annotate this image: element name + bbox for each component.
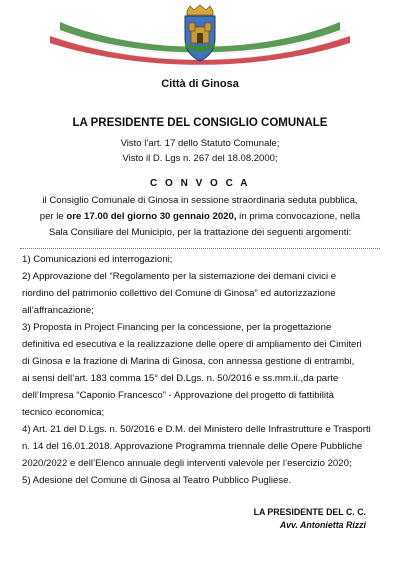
- agenda-line: 2020/2022 e dell’Elenco annuale degli interventi valevole per l’esercizio 2020;: [22, 458, 352, 469]
- agenda-line: tecnico economica;: [22, 407, 105, 418]
- intro-text: per le: [39, 211, 67, 222]
- intro-line: Sala Consiliare del Municipio, per la trattazione dei seguenti argomenti:: [48, 227, 352, 238]
- signature-role: LA PRESIDENTE DEL C. C.: [253, 507, 366, 517]
- intro-line: il Consiglio Comunale di Ginosa in sessione straordinaria seduta pubblica,: [42, 195, 358, 206]
- signature-name: Avv. Antonietta Rizzi: [279, 520, 366, 530]
- agenda-line: dell’Impresa “Caponio Francesco” - Approvazione del progetto di fattibilità: [22, 390, 334, 401]
- agenda-line: definitiva ed esecutiva e la realizzazione delle opere di ampliamento dei Cimiteri: [22, 339, 362, 350]
- divider: [20, 248, 380, 249]
- agenda-line: 4) Art. 21 del D.Lgs. n. 50/2016 e D.M. del Ministero delle Infrastrutture e Trasporti: [22, 424, 371, 435]
- coat-of-arms-icon: [177, 3, 223, 63]
- agenda-line: ai sensi dell’art. 183 comma 15° del D.Lgs. n. 50/2016 e ss.mm.ii.,da parte: [22, 373, 339, 384]
- agenda-line: n. 14 del 16.01.2018. Approvazione Programma triennale delle Opere Pubbliche: [22, 441, 363, 452]
- intro-line: [10, 211, 390, 222]
- visto-line: Visto il D. Lgs n. 267 del 18.08.2000;: [122, 153, 278, 164]
- agenda-line: 1) Comunicazioni ed interrogazioni;: [22, 254, 173, 265]
- meeting-datetime: ore 17.00 del giorno 30 gennaio 2020,: [66, 211, 237, 222]
- city-name: Città di Ginosa: [161, 78, 239, 90]
- intro-text: in prima convocazione, nella: [236, 211, 361, 222]
- agenda-line: di Ginosa e la frazione di Marina di Ginosa, con annessa gestione di entrambi,: [22, 356, 355, 367]
- agenda-line: 5) Adesione del Comune di Ginosa al Teatro Pubblico Pugliese.: [22, 475, 292, 486]
- document-title: LA PRESIDENTE DEL CONSIGLIO COMUNALE: [72, 117, 328, 129]
- agenda-line: 2) Approvazione del “Regolamento per la sistemazione dei demani civici e: [22, 271, 337, 282]
- agenda-line: 3) Proposta in Project Financing per la concessione, per la progettazione: [22, 322, 332, 333]
- agenda-line: riordino del patrimonio collettivo del Comune di Ginosa” ed autorizzazione: [22, 288, 336, 299]
- visto-line: Visto l’art. 17 dello Statuto Comunale;: [120, 138, 280, 149]
- convoca-heading: C O N V O C A: [150, 178, 250, 189]
- agenda-line: all’affrancazione;: [22, 305, 94, 316]
